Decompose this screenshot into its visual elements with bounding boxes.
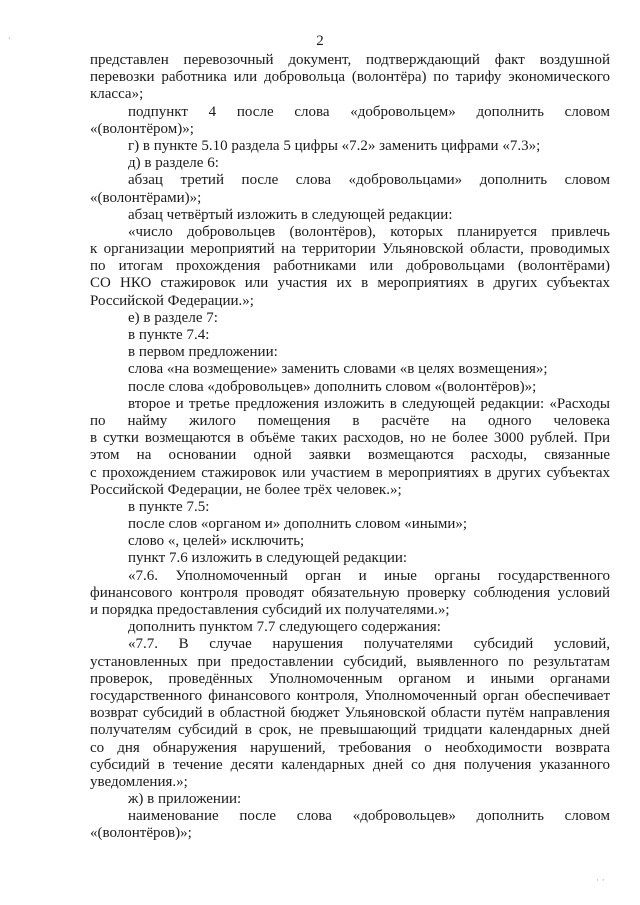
- page-number: 2: [316, 33, 324, 49]
- text-line: в пункте 7.5:: [128, 498, 210, 515]
- text-line: пункт 7.6 изложить в следующей редакции:: [128, 550, 408, 567]
- text-line: подпункт 4 после слова «добровольцем» дополнить словом: [128, 103, 610, 120]
- text-line: «(волонтёров)»;: [90, 825, 192, 842]
- text-line: «(волонтёром)»;: [90, 120, 194, 137]
- text-line: СО НКО стажировок или участия их в мероприятиях в других субъектах: [90, 275, 610, 292]
- text-line: по найму жилого помещения в расчёте на одного человека: [90, 412, 610, 429]
- text-line: Российской Федерации.»;: [90, 292, 254, 309]
- text-line: субсидий в течение десяти календарных дней со дня получения указанного: [90, 756, 610, 773]
- text-line: установленных при предоставлении субсидий, выявленного по результатам: [90, 653, 610, 670]
- text-line: слова «на возмещение» заменить словами «в целях возмещения»;: [128, 361, 548, 378]
- scan-artifact: ·: [8, 34, 11, 44]
- text-line: абзац третий после слова «добровольцами» дополнить словом: [128, 172, 610, 189]
- text-line: получателям субсидий в срок, не превышающий тридцати календарных дней: [90, 722, 610, 739]
- document-body: [90, 52, 610, 843]
- text-line: уведомления.»;: [90, 773, 188, 790]
- text-line: финансового контроля проводят обязательную проверку соблюдения условий: [90, 584, 610, 601]
- text-line: «7.7. В случае нарушения получателями субсидий условий,: [128, 636, 610, 653]
- text-line: представлен перевозочный документ, подтверждающий факт воздушной: [90, 52, 610, 68]
- text-line: г) в пункте 5.10 раздела 5 цифры «7.2» заменить цифрами «7.3»;: [128, 137, 541, 154]
- text-line: к организации мероприятий на территории Ульяновской области, проводимых: [90, 241, 610, 258]
- text-line: после слов «органом и» дополнить словом «иными»;: [128, 516, 468, 533]
- text-line: в сутки возмещаются в объёме таких расходов, но не более 3000 рублей. При: [90, 430, 610, 447]
- text-line: наименование после слова «добровольцев» дополнить словом: [128, 808, 610, 825]
- text-line: этом на основании одной заявки возмещаются расходы, связанные: [90, 447, 610, 464]
- text-line: после слова «добровольцев» дополнить словом «(волонтёров)»;: [128, 378, 537, 395]
- text-line: со дня обнаружения нарушений, требования о необходимости возврата: [90, 739, 610, 756]
- text-line: дополнить пунктом 7.7 следующего содержания:: [128, 619, 441, 636]
- text-line: д) в разделе 6:: [128, 155, 219, 172]
- text-line: и порядка предоставления субсидий их получателями.»;: [90, 602, 450, 618]
- scan-artifact: · ·: [596, 876, 605, 886]
- text-line: проверок, проведённых Уполномоченным органом и иными органами: [90, 670, 610, 687]
- text-line: второе и третье предложения изложить в следующей редакции: «Расходы: [128, 395, 610, 412]
- text-line: возврат субсидий в областной бюджет Ульяновской области путём направления: [90, 705, 610, 722]
- text-line: абзац четвёртый изложить в следующей редакции:: [128, 206, 453, 223]
- text-line: «7.6. Уполномоченный орган и иные органы государственного: [128, 567, 610, 584]
- text-line: по итогам прохождения работниками или добровольцами (волонтёрами): [90, 258, 610, 275]
- text-line: ж) в приложении:: [128, 791, 242, 808]
- text-line: «(волонтёрами)»;: [90, 189, 202, 206]
- text-line: в пункте 7.4:: [128, 327, 210, 343]
- text-line: «число добровольцев (волонтёров), которых планируется привлечь: [128, 223, 610, 240]
- text-line: Российской Федерации, не более трёх человек.»;: [90, 481, 402, 498]
- text-line: класса»;: [90, 86, 144, 103]
- text-line: е) в разделе 7:: [128, 309, 218, 326]
- text-line: в первом предложении:: [128, 344, 278, 361]
- text-line: перевозки работника или добровольца (волонтёра) по тарифу экономического: [90, 69, 610, 86]
- text-line: государственного финансового контроля, Уполномоченный орган обеспечивает: [90, 687, 610, 704]
- text-line: с прохождением стажировок или участием в мероприятиях в других субъектах: [90, 464, 610, 481]
- text-line: слово «, целей» исключить;: [128, 533, 305, 550]
